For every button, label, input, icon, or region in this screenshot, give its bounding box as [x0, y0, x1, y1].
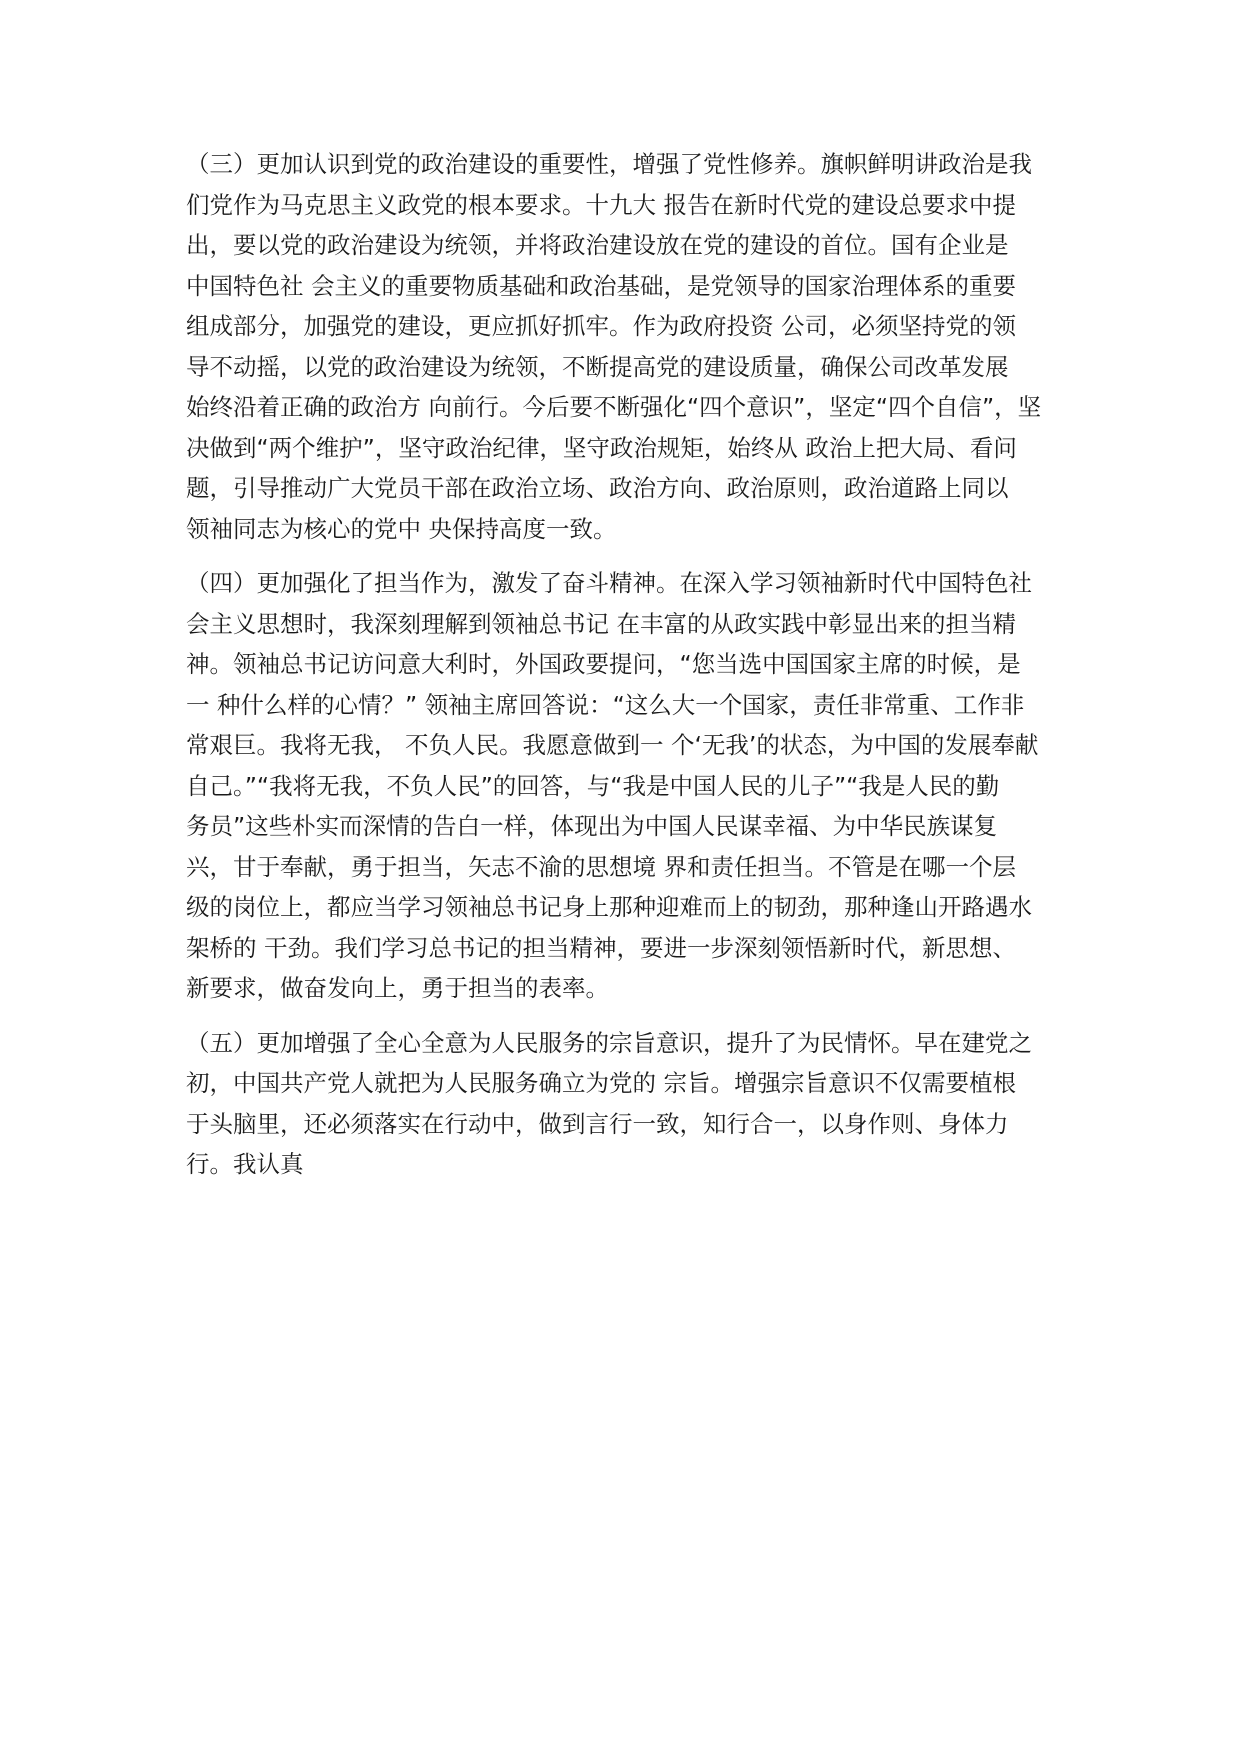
document-body	[186, 144, 1056, 1185]
text-line: 们党作为马克思主义政党的根本要求。十九大 报告在新时代党的建设总要求中提	[186, 190, 1016, 219]
text-line: （四）更加强化了担当作为，激发了奋斗精神。在深入学习领袖新时代中国特色社	[186, 569, 1032, 597]
text-line: 题，引导推动广大党员干部在政治立场、政治方向、政治原则，政治道路上同以	[186, 474, 1009, 502]
paragraph-section-five	[186, 1023, 1056, 1185]
text-line: 导不动摇，以党的政治建设为统领，不断提高党的建设质量，确保公司改革发展	[186, 352, 1009, 381]
text-line: （三）更加认识到党的政治建设的重要性，增强了党性修养。旗帜鲜明讲政治是我	[186, 150, 1032, 178]
paragraph-section-three	[186, 144, 1056, 549]
text-line: 组成部分，加强党的建设，更应抓好抓牢。作为政府投资 公司，必须坚持党的领	[186, 312, 1016, 340]
text-line: 会主义思想时，我深刻理解到领袖总书记 在丰富的从政实践中彰显出来的担当精	[186, 609, 1016, 638]
text-line: 自己。”“我将无我，不负人民”的回答，与“我是中国人民的儿子”“我是人民的勤	[186, 771, 1000, 800]
text-line: 级的岗位上，都应当学习领袖总书记身上那种迎难而上的韧劲，那种逢山开路遇水	[186, 893, 1032, 921]
text-line: 决做到“两个维护”，坚守政治纪律，坚守政治规矩，始终从 政治上把大局、看问	[186, 433, 1017, 462]
text-line: 常艰巨。我将无我， 不负人民。我愿意做到一 个‘无我’的状态，为中国的发展奉献	[186, 731, 1039, 759]
text-line: 行。我认真	[186, 1150, 304, 1178]
text-line: 领袖同志为核心的党中 央保持高度一致。	[186, 514, 617, 543]
text-line: 于头脑里，还必须落实在行动中，做到言行一致，知行合一，以身作则、身体力	[186, 1109, 1009, 1138]
text-line: （五）更加增强了全心全意为人民服务的宗旨意识，提升了为民情怀。早在建党之	[186, 1028, 1032, 1057]
paragraph-section-four	[186, 563, 1056, 1009]
text-line: 神。领袖总书记访问意大利时，外国政要提问，“您当选中国国家主席的时候，是	[186, 650, 1021, 678]
text-line: 始终沿着正确的政治方 向前行。今后要不断强化“四个意识”，坚定“四个自信”，坚	[186, 393, 1042, 421]
text-line: 务员”这些朴实而深情的告白一样，体现出为中国人民谋幸福、为中华民族谋复	[186, 812, 998, 840]
text-line: 一 种什么样的心情？” 领袖主席回答说：“这么大一个国家，责任非常重、工作非	[186, 690, 1025, 719]
text-line: 架桥的 干劲。我们学习总书记的担当精神，要进一步深刻领悟新时代，新思想、	[186, 933, 1016, 962]
text-line: 新要求，做奋发向上，勇于担当的表率。	[186, 974, 609, 1002]
text-line: 兴，甘于奉献，勇于担当，矢志不渝的思想境 界和责任担当。不管是在哪一个层	[186, 852, 1016, 881]
text-line: 中国特色社 会主义的重要物质基础和政治基础，是党领导的国家治理体系的重要	[186, 271, 1016, 300]
text-line: 初，中国共产党人就把为人民服务确立为党的 宗旨。增强宗旨意识不仅需要植根	[186, 1069, 1016, 1097]
text-line: 出，要以党的政治建设为统领，并将政治建设放在党的建设的首位。国有企业是	[186, 231, 1009, 259]
